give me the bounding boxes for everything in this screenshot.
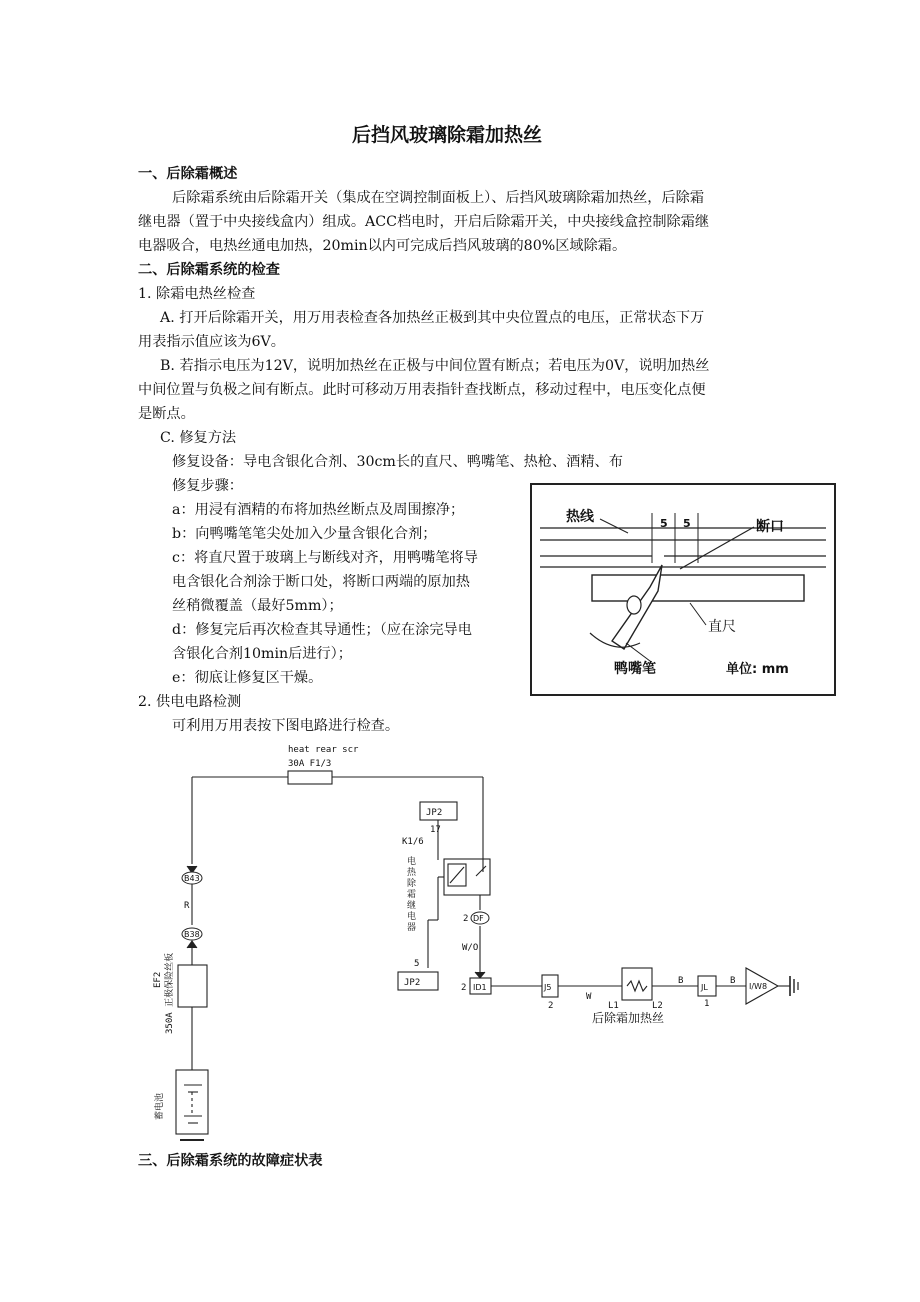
page-title: 后挡风玻璃除霜加热丝 <box>352 124 543 146</box>
id1-label: ID1 <box>473 983 487 992</box>
battery-label: 蓄电池 <box>155 1092 165 1120</box>
repair-equipment: 修复设备：导电含银化合剂、30cm长的直尺、鸭嘴笔、热枪、酒精、布 <box>172 454 623 470</box>
section1-line: 继电器（置于中央接线盒内）组成。ACC档电时，开启后除霜开关，中央接线盒控制除霜继 <box>138 214 710 230</box>
battery-shape <box>176 1070 208 1134</box>
section1-line: 后除霜系统由后除霜开关（集成在空调控制面板上）、后挡风玻璃除霜加热丝，后除霜 <box>172 190 705 206</box>
jp2-bottom-label: JP2 <box>404 978 421 988</box>
paragraph-b-line: 是断点。 <box>138 406 195 422</box>
jp2-top-label: JP2 <box>426 808 443 818</box>
fuse-name-label: heat rear scr <box>288 745 359 755</box>
section1-heading: 一、后除霜概述 <box>138 166 238 182</box>
item2-description: 可利用万用表按下图电路进行检查。 <box>172 718 400 734</box>
duckbill-pen-label: 鸭嘴笔 <box>614 661 656 677</box>
break-label: 断口 <box>756 519 784 535</box>
connector-arrow <box>187 941 197 948</box>
wire-color-w: W <box>586 992 592 1002</box>
wire-color-wo: W/O <box>462 943 479 953</box>
dimension-label: 5 <box>683 517 691 530</box>
repair-step: 电含银化合剂涂于断口处，将断口两端的原加热 <box>172 574 470 590</box>
item1-heading: 1. 除霜电热丝检查 <box>138 286 256 302</box>
ruler-label: 直尺 <box>708 619 736 635</box>
j5-label: J5 <box>544 983 552 992</box>
heater-box <box>622 968 652 1000</box>
section2-heading: 二、后除霜系统的检查 <box>138 262 280 278</box>
repair-method-heading: C. 修复方法 <box>160 430 237 446</box>
fuse-shape <box>288 771 332 784</box>
iw8-label: I/W8 <box>749 982 768 991</box>
repair-figure <box>530 483 836 696</box>
paragraph-a-line: A. 打开后除霜开关，用万用表检查各加热丝正极到其中央位置点的电压，正常状态下万 <box>160 310 705 326</box>
jl-label: JL <box>701 983 708 992</box>
l1-label: L1 <box>608 1001 619 1011</box>
id1-pin-label: 2 <box>461 983 467 993</box>
repair-step: b：向鸭嘴笔笔尖处加入少量含银化合剂； <box>172 526 437 542</box>
repair-step: d：修复完后再次检查其导通性；（应在涂完导电 <box>172 622 472 638</box>
repair-step: 含银化合剂10min后进行）； <box>172 646 352 662</box>
relay-coil-diag <box>450 867 464 883</box>
pin5-label: 5 <box>414 959 420 969</box>
repair-step: e：彻底让修复区干燥。 <box>172 670 323 686</box>
pin2-label: 2 <box>463 914 469 924</box>
relay-name-label: 电热除霜继电器 <box>405 856 415 933</box>
b38-label: B38 <box>184 930 200 939</box>
repair-step: 丝稍微覆盖（最好5mm）； <box>172 598 343 614</box>
circuit-diagram <box>140 740 820 1145</box>
heater-caption: 后除霜加热丝 <box>592 1011 665 1025</box>
relay-switch <box>476 866 486 876</box>
relay-id-label: K1/6 <box>402 837 424 847</box>
repair-step: c：将直尺置于玻璃上与断线对齐，用鸭嘴笔将导 <box>172 550 478 566</box>
paragraph-a-line: 用表指示值应该为6V。 <box>138 334 285 350</box>
unit-label: 单位: mm <box>726 662 789 677</box>
section3-heading: 三、后除霜系统的故障症状表 <box>138 1153 323 1169</box>
l2-label: L2 <box>652 1001 663 1011</box>
repair-steps-title: 修复步骤： <box>172 478 243 494</box>
pen-nib-shape <box>627 596 641 614</box>
wire-color-b2: B <box>730 976 736 986</box>
item2-heading: 2. 供电电路检测 <box>138 694 242 710</box>
paragraph-b-line: B. 若指示电压为12V，说明加热丝在正极与中间位置有断点；若电压为0V，说明加热丝 <box>160 358 710 374</box>
j5-pin-label: 2 <box>548 1001 554 1011</box>
paragraph-b-line: 中间位置与负极之间有断点。此时可移动万用表指针查找断点，移动过程中，电压变化点便 <box>138 382 706 398</box>
heat-wire-label: 热线 <box>566 509 594 525</box>
jl-pin-label: 1 <box>704 999 710 1009</box>
pin17-label: 17 <box>430 825 441 835</box>
connector-arrow <box>475 972 485 978</box>
ef2-label: EF2 <box>153 971 163 988</box>
wire-color-r: R <box>184 901 190 911</box>
repair-step: a：用浸有酒精的布将加热丝断点及周围擦净； <box>172 502 465 518</box>
ef2-desc-label: 350A 正极保险丝板 <box>165 952 175 1034</box>
b43-label: B43 <box>184 874 200 883</box>
df-label: DF <box>473 914 484 923</box>
heater-resistor <box>627 981 647 991</box>
ef2-fuse-shape <box>178 965 207 1007</box>
dimension-label: 5 <box>660 517 668 530</box>
wire-color-b1: B <box>678 976 684 986</box>
fuse-rating-label: 30A F1/3 <box>288 759 332 769</box>
section1-line: 电器吸合，电热丝通电加热，20min以内可完成后挡风玻璃的80%区域除霜。 <box>138 238 627 254</box>
